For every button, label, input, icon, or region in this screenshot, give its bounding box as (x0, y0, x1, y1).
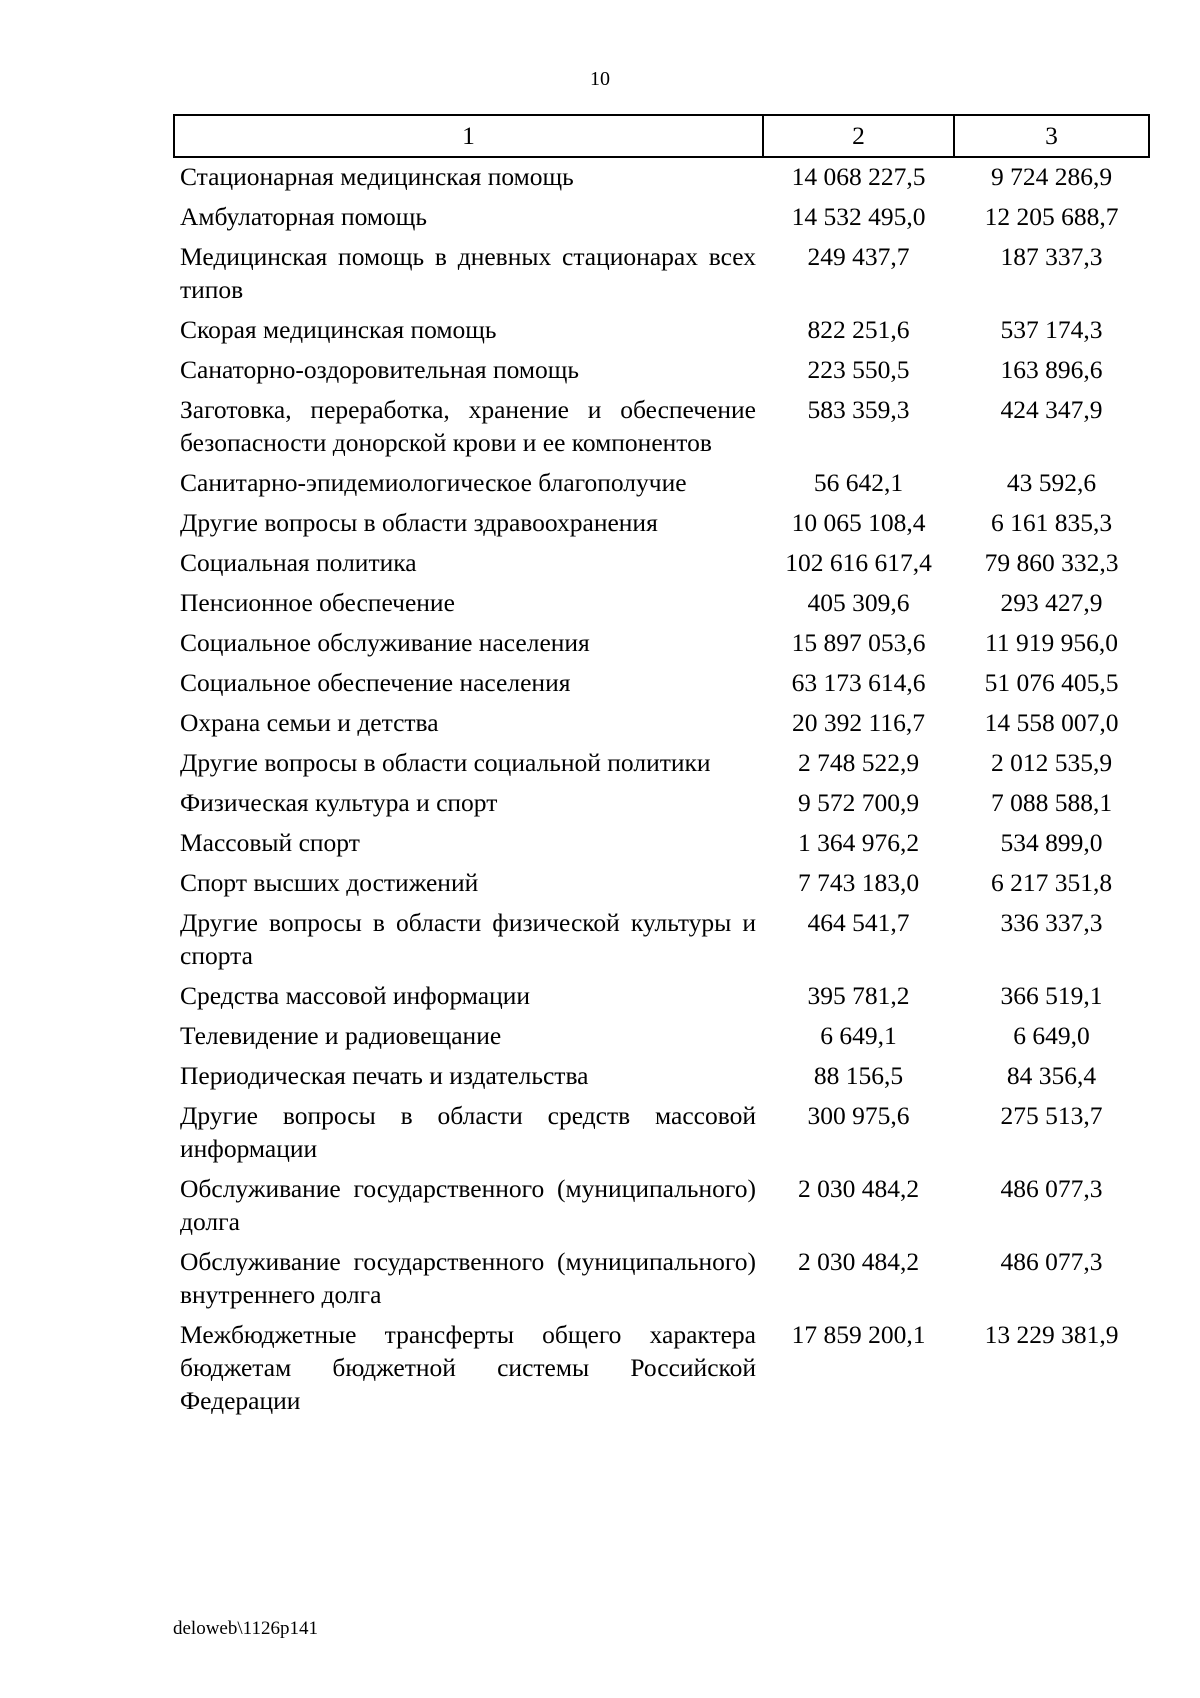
row-label: Другие вопросы в области социальной политики (180, 748, 711, 777)
row-label: Санаторно-оздоровительная помощь (180, 355, 580, 384)
table-header-row (174, 115, 1149, 157)
row-value-col3: 366 519,1 (1000, 981, 1103, 1010)
row-value-col2: 2 748 522,9 (797, 748, 920, 777)
row-label: Физическая культура и спорт (180, 788, 498, 817)
table-row (174, 1052, 1149, 1092)
row-label: Периодическая печать и издательства (180, 1061, 589, 1090)
row-value-col3: 275 513,7 (1000, 1101, 1103, 1130)
table-row (174, 1092, 1149, 1165)
row-label: Другие вопросы в области физической культуры и спорта (180, 908, 756, 970)
row-value-col3: 51 076 405,5 (984, 668, 1119, 697)
row-value-col3: 486 077,3 (1000, 1174, 1103, 1203)
row-label: Массовый спорт (180, 828, 360, 857)
table-row (174, 972, 1149, 1012)
row-value-col3: 336 337,3 (1000, 908, 1103, 937)
row-value-col3: 293 427,9 (1000, 588, 1103, 617)
table-row (174, 386, 1149, 459)
row-value-col3: 6 161 835,3 (990, 508, 1113, 537)
budget-table (173, 114, 1150, 1417)
row-value-col3: 537 174,3 (1000, 315, 1103, 344)
row-value-col3: 9 724 286,9 (990, 162, 1113, 191)
table-row (174, 739, 1149, 779)
row-value-col3: 13 229 381,9 (984, 1320, 1119, 1349)
row-label: Охрана семьи и детства (180, 708, 439, 737)
row-value-col3: 163 896,6 (1000, 355, 1103, 384)
row-value-col2: 7 743 183,0 (797, 868, 920, 897)
table-row (174, 859, 1149, 899)
row-value-col3: 424 347,9 (1000, 395, 1103, 424)
row-label: Медицинская помощь в дневных стационарах всех типов (180, 242, 756, 304)
row-label: Телевидение и радиовещание (180, 1021, 502, 1050)
row-value-col2: 1 364 976,2 (797, 828, 920, 857)
row-value-col2: 9 572 700,9 (797, 788, 920, 817)
table-row (174, 1311, 1149, 1417)
row-value-col2: 405 309,6 (807, 588, 910, 617)
table-row (174, 1165, 1149, 1238)
table-row (174, 819, 1149, 859)
table-row (174, 1238, 1149, 1311)
column-header-1: 1 (174, 115, 763, 157)
row-value-col3: 79 860 332,3 (984, 548, 1119, 577)
row-value-col3: 6 649,0 (1013, 1021, 1090, 1050)
row-value-col3: 187 337,3 (1000, 242, 1103, 271)
row-value-col3: 534 899,0 (1000, 828, 1103, 857)
row-value-col2: 395 781,2 (807, 981, 910, 1010)
table-row (174, 699, 1149, 739)
row-value-col3: 43 592,6 (1006, 468, 1097, 497)
row-value-col2: 249 437,7 (807, 242, 910, 271)
row-value-col2: 2 030 484,2 (797, 1247, 920, 1276)
table-row (174, 539, 1149, 579)
row-label: Спорт высших достижений (180, 868, 479, 897)
row-value-col2: 15 897 053,6 (791, 628, 926, 657)
row-label: Социальное обеспечение населения (180, 668, 571, 697)
row-value-col2: 6 649,1 (820, 1021, 897, 1050)
row-value-col2: 56 642,1 (813, 468, 904, 497)
row-label: Средства массовой информации (180, 981, 531, 1010)
table-body (174, 157, 1149, 1417)
row-value-col3: 14 558 007,0 (984, 708, 1119, 737)
table-row (174, 659, 1149, 699)
row-label: Социальная политика (180, 548, 417, 577)
row-value-col2: 2 030 484,2 (797, 1174, 920, 1203)
table-row (174, 306, 1149, 346)
row-value-col2: 223 550,5 (807, 355, 910, 384)
row-value-col2: 583 359,3 (807, 395, 910, 424)
row-label: Стационарная медицинская помощь (180, 162, 574, 191)
row-value-col2: 14 068 227,5 (791, 162, 926, 191)
column-header-2: 2 (763, 115, 954, 157)
table-row (174, 459, 1149, 499)
row-label: Санитарно-эпидемиологическое благополучие (180, 468, 687, 497)
table-row (174, 779, 1149, 819)
row-label: Другие вопросы в области здравоохранения (180, 508, 658, 537)
row-value-col2: 20 392 116,7 (792, 708, 925, 737)
row-value-col2: 464 541,7 (807, 908, 910, 937)
row-label: Другие вопросы в области средств массовой информации (180, 1101, 756, 1163)
row-value-col3: 7 088 588,1 (990, 788, 1113, 817)
table-row (174, 157, 1149, 193)
row-label: Межбюджетные трансферты общего характера бюджетам бюджетной системы Российской Федерации (180, 1320, 756, 1415)
row-value-col3: 11 919 956,0 (985, 628, 1118, 657)
table-row (174, 619, 1149, 659)
table-row (174, 193, 1149, 233)
row-value-col3: 12 205 688,7 (984, 202, 1119, 231)
table-row (174, 346, 1149, 386)
row-value-col2: 102 616 617,4 (785, 548, 932, 577)
table-header (174, 115, 1149, 157)
table-row (174, 899, 1149, 972)
row-label: Пенсионное обеспечение (180, 588, 455, 617)
row-value-col2: 822 251,6 (807, 315, 910, 344)
row-value-col3: 486 077,3 (1000, 1247, 1103, 1276)
row-label: Заготовка, переработка, хранение и обеспечение безопасности донорской крови и ее компонентов (180, 395, 756, 457)
row-value-col2: 14 532 495,0 (791, 202, 926, 231)
document-footer: deloweb\1126p141 (173, 1618, 318, 1639)
table-row (174, 499, 1149, 539)
table-row (174, 1012, 1149, 1052)
row-label: Социальное обслуживание населения (180, 628, 590, 657)
row-label: Скорая медицинская помощь (180, 315, 497, 344)
row-value-col2: 17 859 200,1 (791, 1320, 926, 1349)
row-label: Амбулаторная помощь (180, 202, 428, 231)
table-row (174, 233, 1149, 306)
row-label: Обслуживание государственного (муниципального) внутреннего долга (180, 1247, 756, 1309)
page-number: 10 (590, 68, 610, 90)
row-value-col2: 63 173 614,6 (791, 668, 926, 697)
column-header-3: 3 (954, 115, 1149, 157)
row-label: Обслуживание государственного (муниципального) долга (180, 1174, 756, 1236)
table-row (174, 579, 1149, 619)
row-value-col2: 88 156,5 (813, 1061, 904, 1090)
row-value-col3: 2 012 535,9 (990, 748, 1113, 777)
row-value-col2: 10 065 108,4 (791, 508, 926, 537)
row-value-col3: 6 217 351,8 (990, 868, 1113, 897)
row-value-col2: 300 975,6 (807, 1101, 910, 1130)
row-value-col3: 84 356,4 (1006, 1061, 1097, 1090)
